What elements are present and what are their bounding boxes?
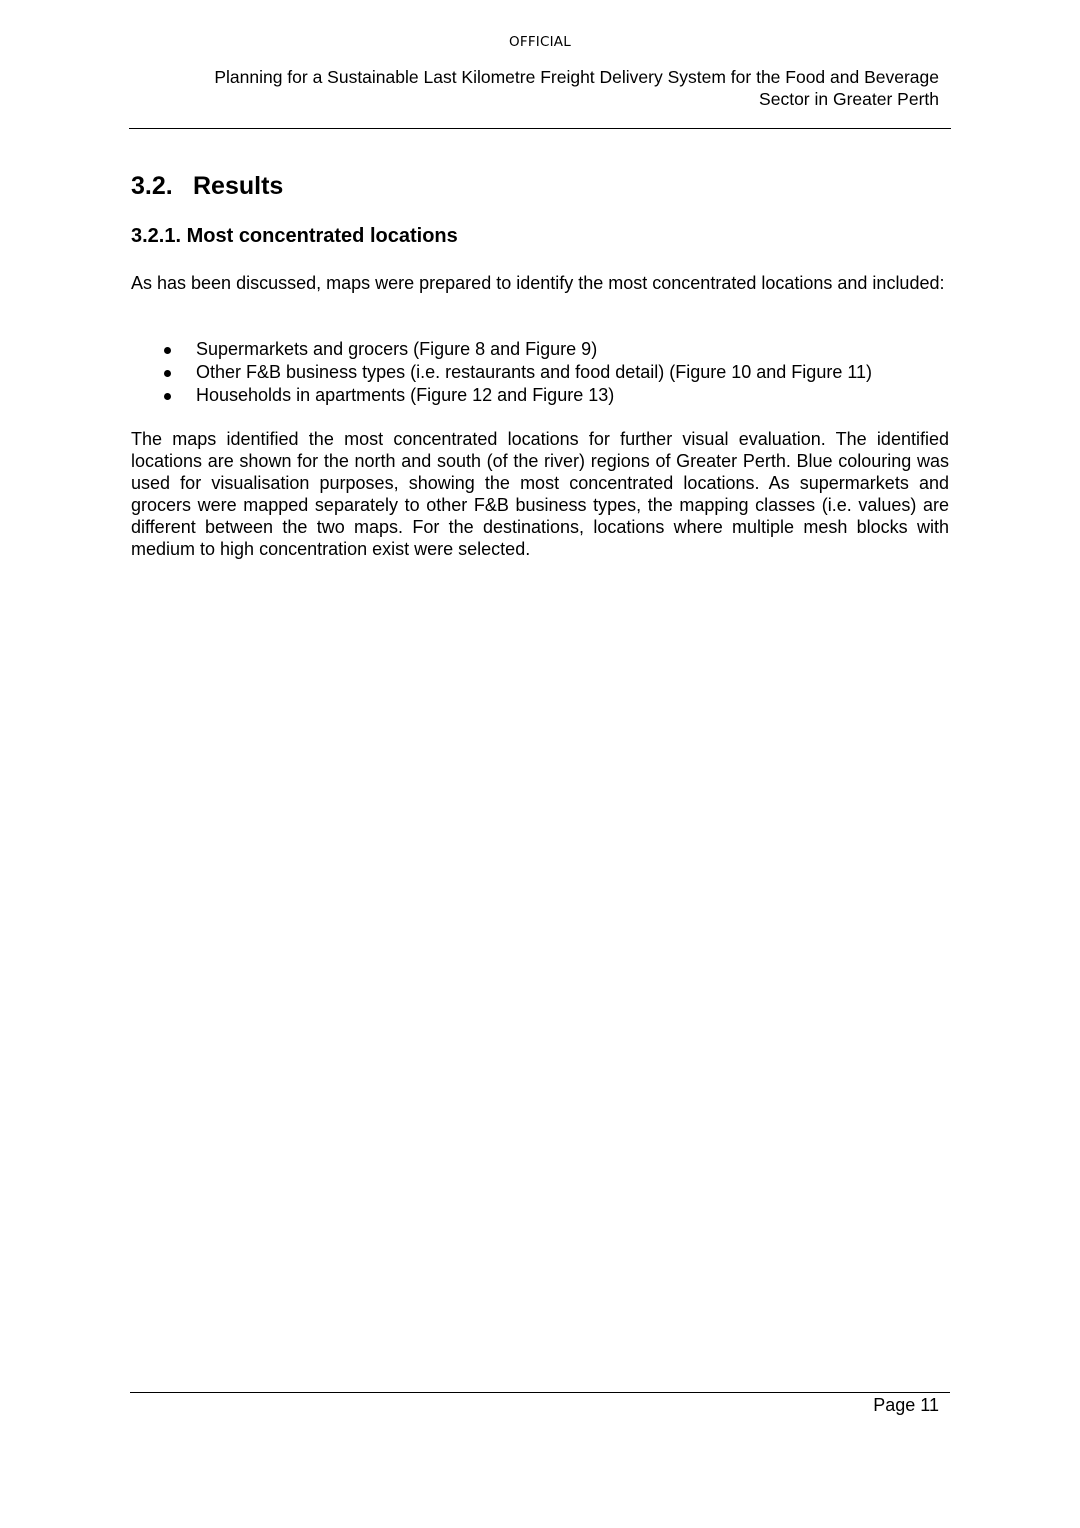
section-title: Results	[193, 172, 284, 200]
list-item	[131, 384, 949, 407]
header-title-line-1: Planning for a Sustainable Last Kilometre Freight Delivery System for the Food and Beverage	[214, 67, 939, 87]
document-header-title	[119, 66, 939, 110]
list-item	[131, 338, 949, 361]
bullet-icon	[164, 393, 171, 400]
section-heading	[131, 172, 283, 201]
subsection-heading: 3.2.1. Most concentrated locations	[131, 225, 458, 247]
footer-divider	[130, 1392, 950, 1393]
bullet-icon	[164, 347, 171, 354]
list-item-text: Other F&B business types (i.e. restaurants and food detail) (Figure 10 and Figure 11)	[196, 362, 873, 382]
body-paragraph: The maps identified the most concentrated locations for further visual evaluation. The identified locations are shown for the north and south (of the river) regions of Greater Perth. Blue colouring was used for visualisation purposes, showing the most concentrated locations. As supermarkets and grocers were mapped separately to other F&B business types, the mapping classes (i.e. values) are different between the two maps. For the destinations, locations where multiple mesh blocks with medium to high concentration exist were selected.	[131, 429, 949, 559]
classification-marking: OFFICIAL	[509, 34, 571, 50]
header-divider	[129, 128, 951, 129]
page-number: Page 11	[873, 1395, 939, 1415]
list-item-text: Households in apartments (Figure 12 and Figure 13)	[196, 385, 615, 405]
list-item-text: Supermarkets and grocers (Figure 8 and Figure 9)	[196, 339, 598, 359]
list-item	[131, 361, 949, 384]
bullet-icon	[164, 370, 171, 377]
bullet-list	[131, 338, 949, 407]
intro-paragraph: As has been discussed, maps were prepared to identify the most concentrated locations and included:	[131, 273, 945, 293]
section-number: 3.2.	[131, 172, 173, 200]
header-title-line-2: Sector in Greater Perth	[759, 89, 939, 109]
